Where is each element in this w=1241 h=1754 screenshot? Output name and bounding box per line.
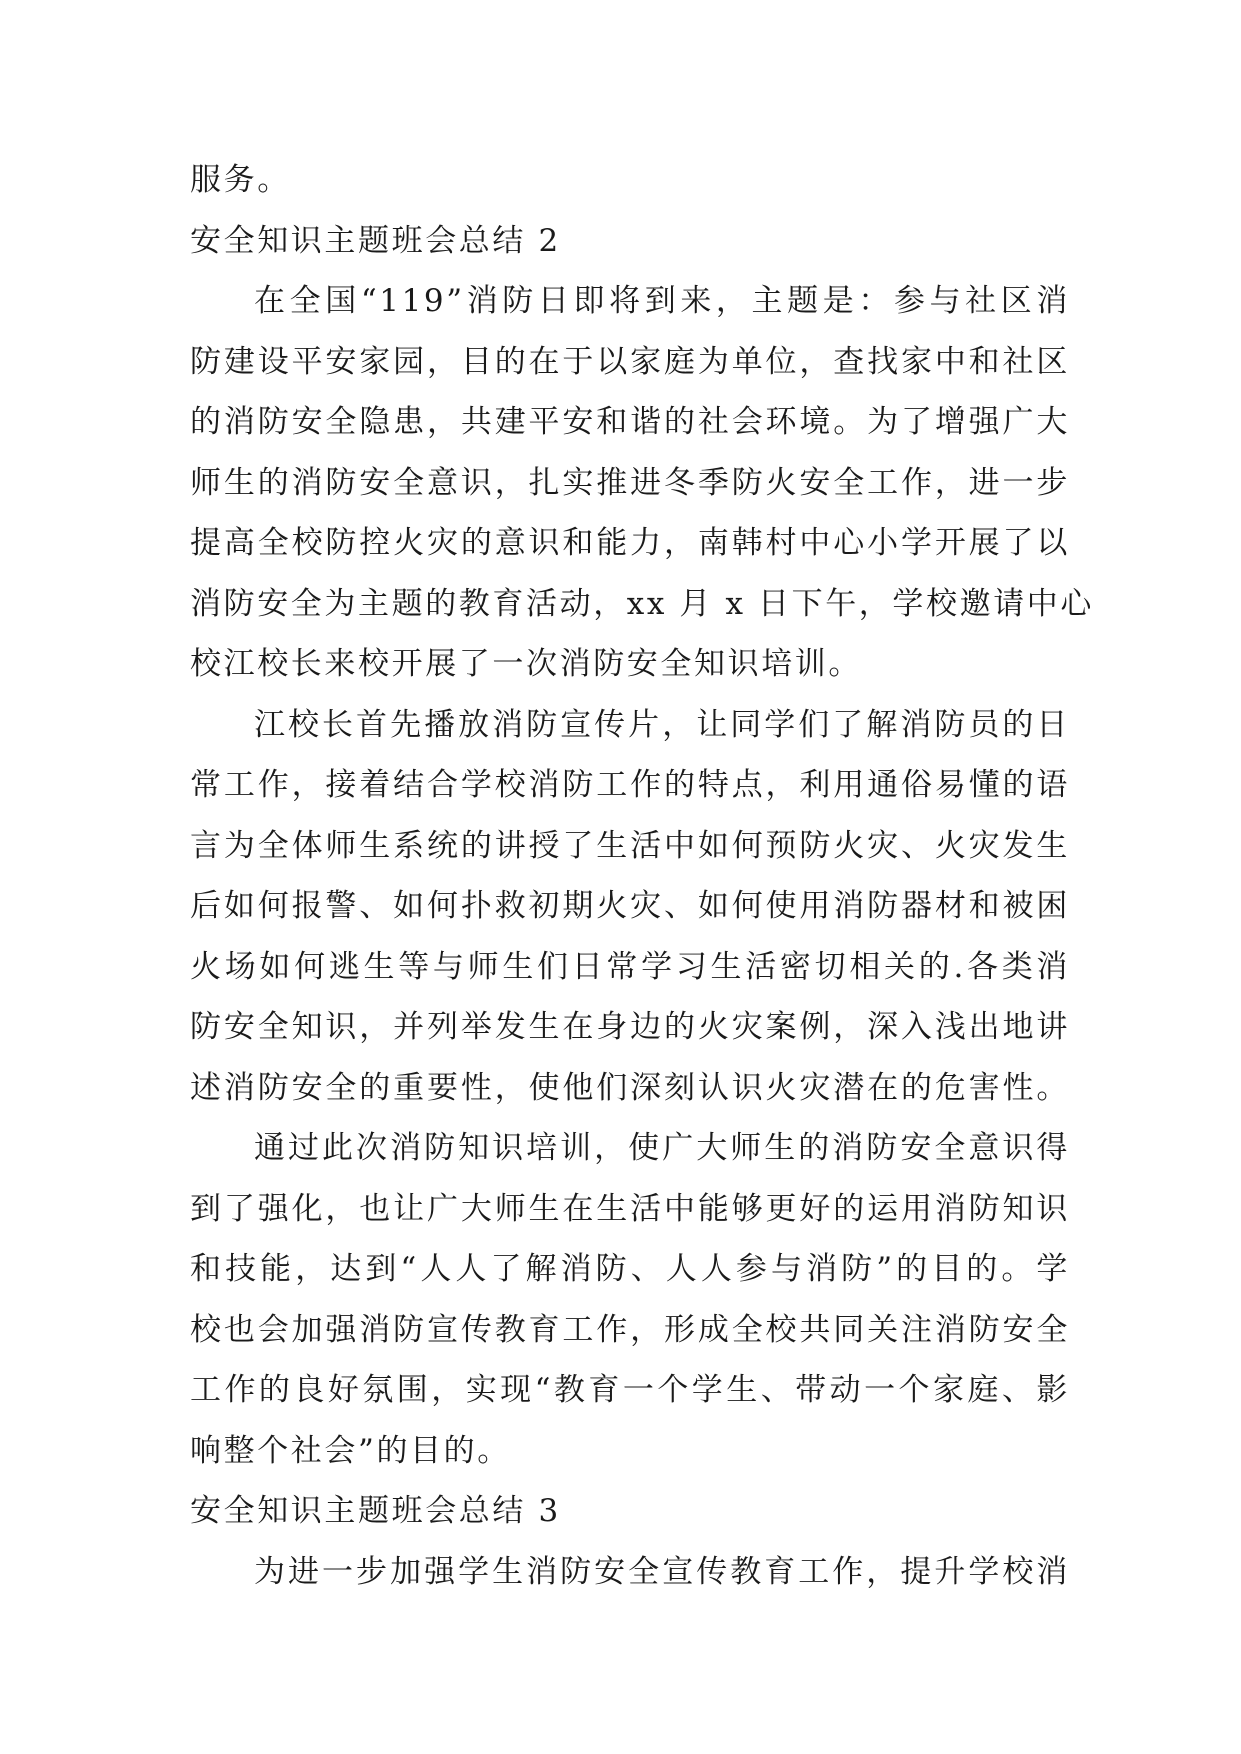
- section-heading: 安全知识主题班会总结 3: [190, 1493, 561, 1529]
- paragraph-last-line: 响整个社会”的目的。: [190, 1432, 511, 1469]
- paragraph-first-line: 为进一步加强学生消防安全宣传教育工作，提升学校消: [254, 1553, 1070, 1590]
- paragraph-line: 防建设平安家园，目的在于以家庭为单位，查找家中和社区: [190, 343, 1070, 380]
- paragraph-line: 述消防安全的重要性，使他们深刻认识火灾潜在的危害性。: [190, 1069, 1070, 1106]
- document-body: [190, 150, 1095, 1602]
- paragraph-line: 和技能，达到“人人了解消防、人人参与消防”的目的。学: [190, 1251, 1070, 1287]
- paragraph-line: 火场如何逃生等与师生们日常学习生活密切相关的.各类消: [190, 948, 1070, 985]
- paragraph-line: 师生的消防安全意识，扎实推进冬季防火安全工作，进一步: [190, 464, 1070, 501]
- paragraph-line: 消防安全为主题的教育活动，xx 月 x 日下午，学校邀请中心: [190, 585, 1095, 622]
- paragraph-first-line: 在全国“119”消防日即将到来，主题是：参与社区消: [254, 283, 1070, 319]
- paragraph-line: 的消防安全隐患，共建平安和谐的社会环境。为了增强广大: [190, 404, 1070, 440]
- paragraph-line: 防安全知识，并列举发生在身边的火灾案例，深入浅出地讲: [190, 1009, 1070, 1045]
- paragraph-last-line: 服务。: [190, 162, 291, 198]
- paragraph-line: 提高全校防控火灾的意识和能力，南韩村中心小学开展了以: [190, 525, 1070, 561]
- paragraph-first-line: 江校长首先播放消防宣传片，让同学们了解消防员的日: [254, 706, 1070, 743]
- paragraph-line: 言为全体师生系统的讲授了生活中如何预防火灾、火灾发生: [190, 827, 1070, 864]
- paragraph-line: 校也会加强消防宣传教育工作，形成全校共同关注消防安全: [190, 1311, 1070, 1348]
- paragraph-line: 常工作，接着结合学校消防工作的特点，利用通俗易懂的语: [190, 767, 1070, 803]
- paragraph-line: 到了强化，也让广大师生在生活中能够更好的运用消防知识: [190, 1190, 1070, 1227]
- paragraph-first-line: 通过此次消防知识培训，使广大师生的消防安全意识得: [254, 1130, 1070, 1166]
- paragraph-line: 工作的良好氛围，实现“教育一个学生、带动一个家庭、影: [190, 1372, 1070, 1408]
- section-heading: 安全知识主题班会总结 2: [190, 222, 561, 259]
- paragraph-last-line: 校江校长来校开展了一次消防安全知识培训。: [190, 646, 862, 682]
- paragraph-line: 后如何报警、如何扑救初期火灾、如何使用消防器材和被困: [190, 888, 1070, 924]
